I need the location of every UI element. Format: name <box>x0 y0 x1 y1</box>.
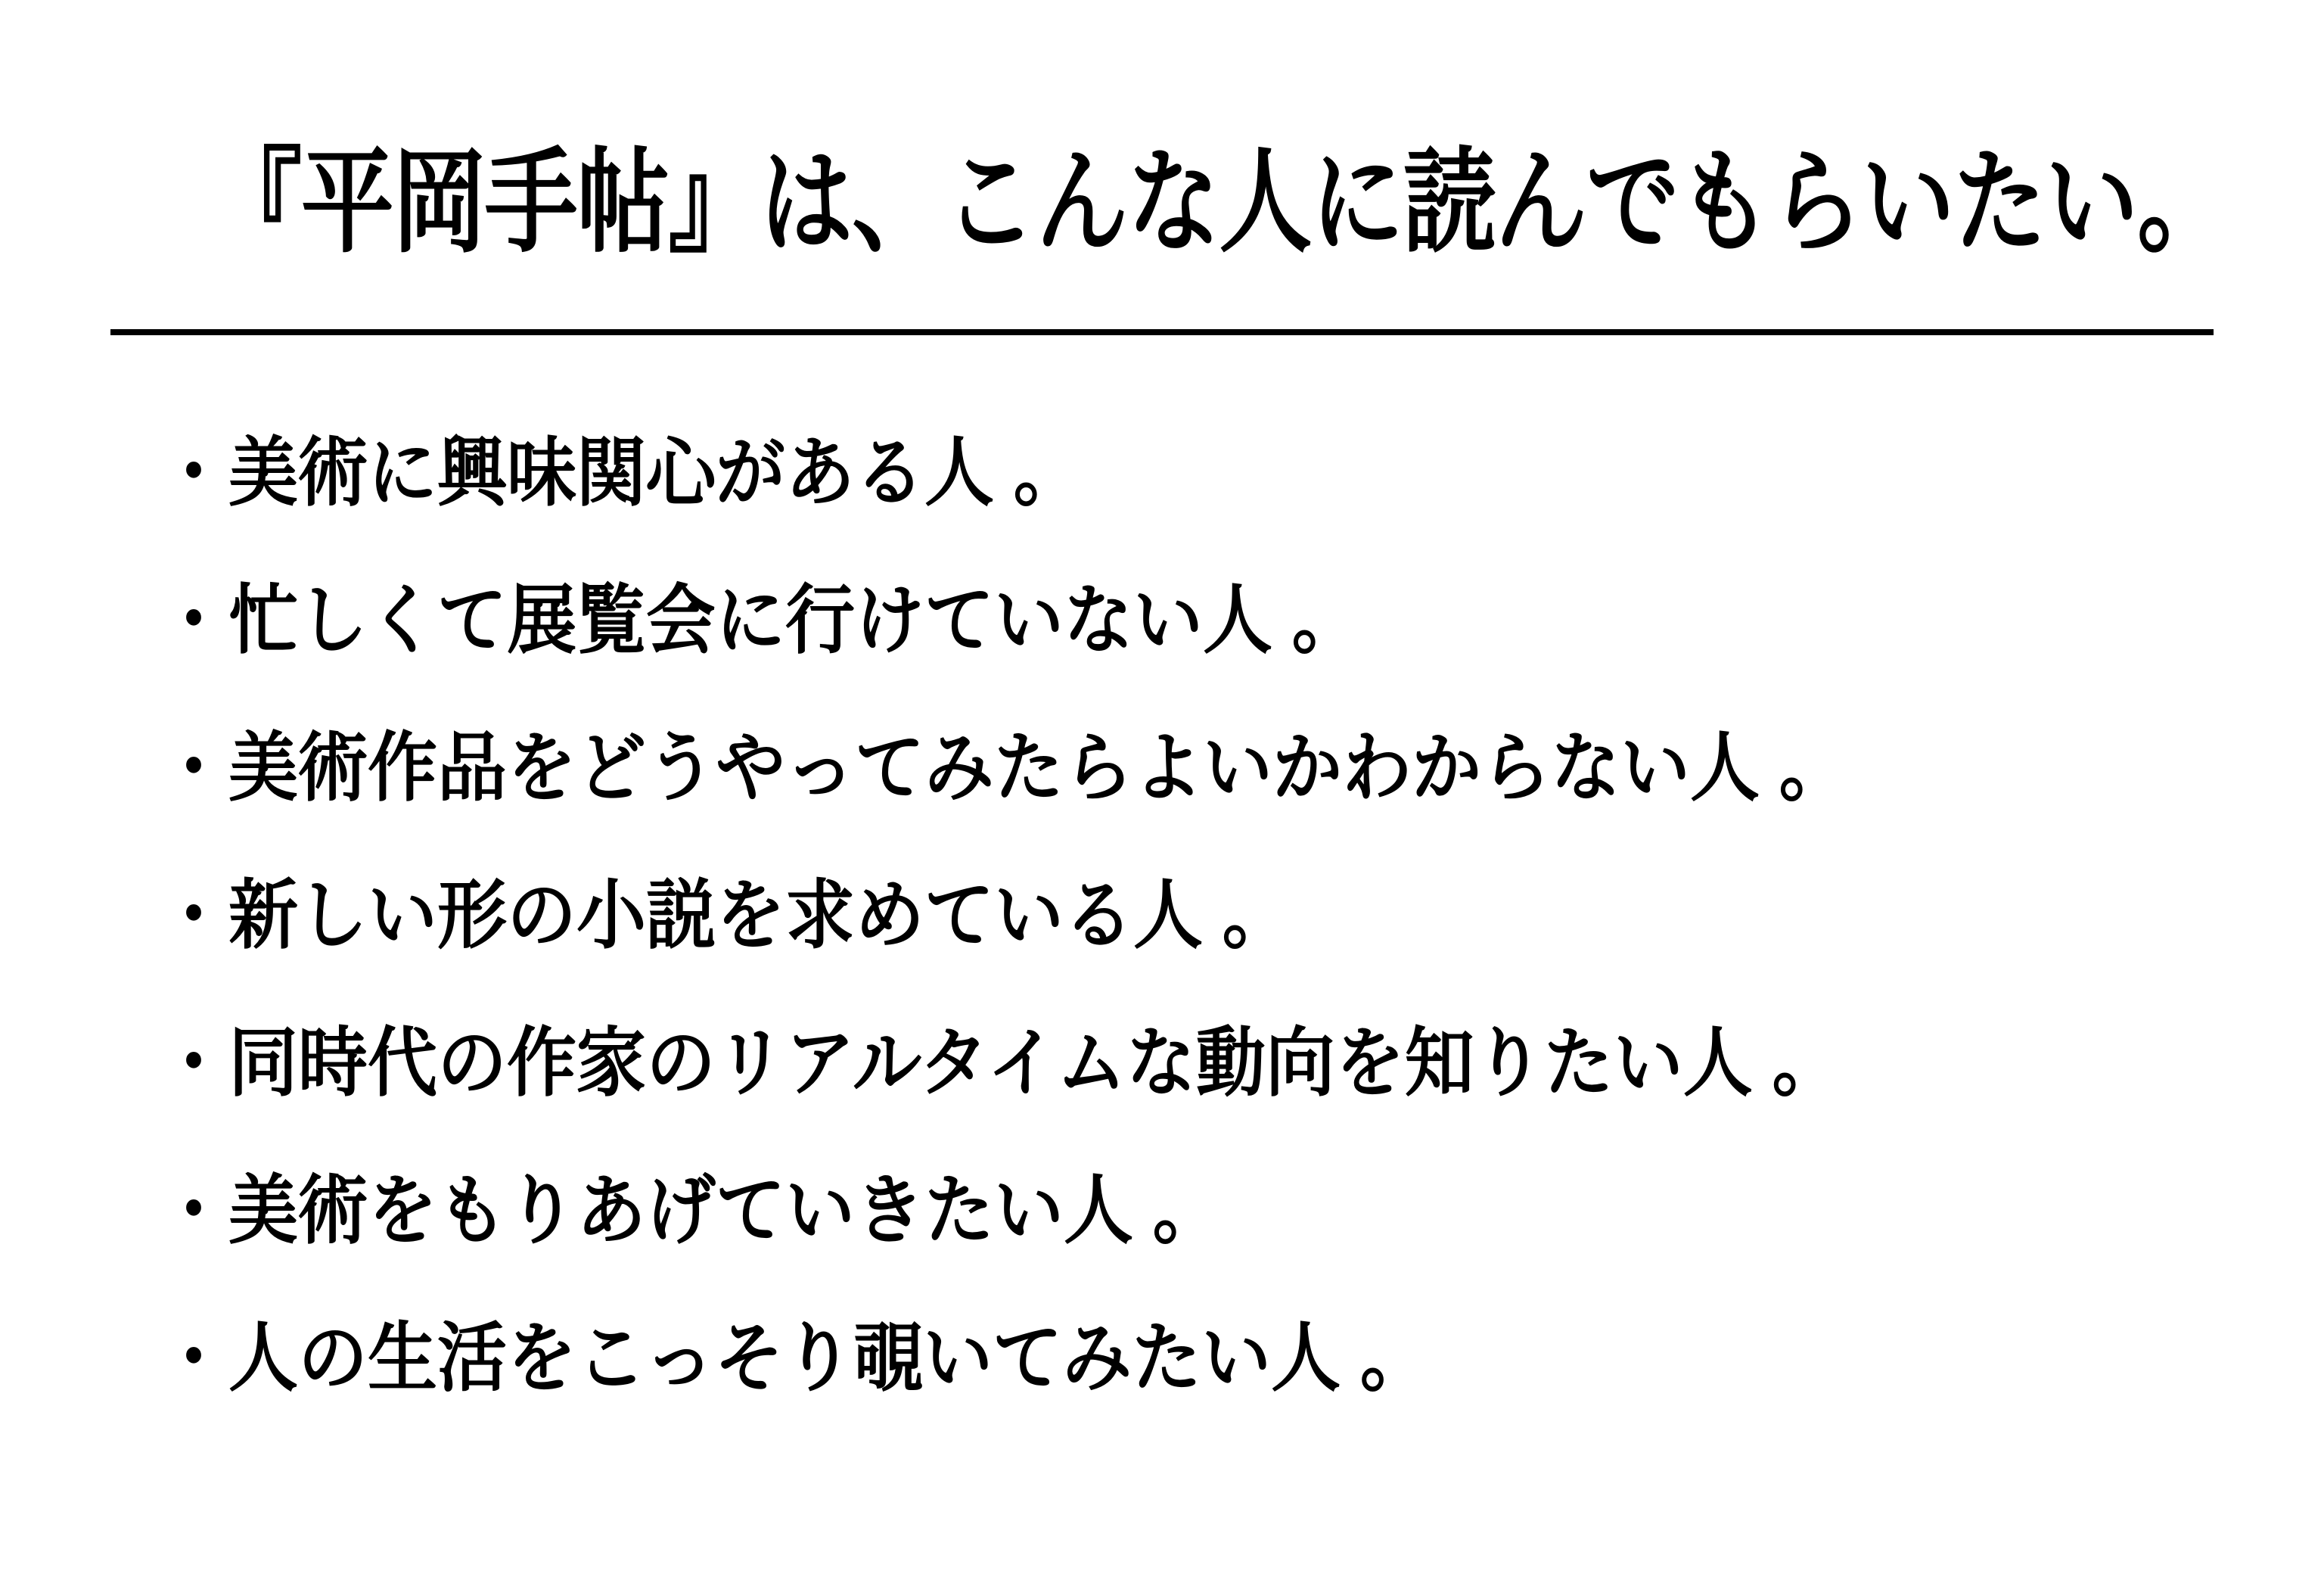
list-item <box>159 695 2151 842</box>
bullet-dot: ・ <box>159 431 228 515</box>
list-item <box>159 1285 2151 1432</box>
list-item <box>159 842 2151 990</box>
bullet-text: 人の生活をこっそり覗いてみたい人 。 <box>228 1316 1430 1401</box>
bullet-dot: ・ <box>159 578 228 663</box>
list-item <box>159 990 2151 1137</box>
bullet-dot: ・ <box>159 726 228 810</box>
title-underline <box>110 329 2214 335</box>
bullet-text: 美術に興味関心がある人 。 <box>228 431 1083 515</box>
bullet-dot: ・ <box>159 1316 228 1401</box>
list-item <box>159 1137 2151 1285</box>
bullet-dot: ・ <box>159 1021 228 1106</box>
bullet-dot: ・ <box>159 873 228 958</box>
bullet-text: 美術作品をどうやってみたらよいかわからない人 。 <box>228 726 1849 810</box>
list-item <box>159 547 2151 695</box>
bullet-text: 美術をもりあげていきたい人 。 <box>228 1168 1223 1253</box>
bullet-text: 新しい形の小説を求めている人 。 <box>228 873 1292 958</box>
slide-title: 『平岡手帖』は、こんな人に読んでもらいたい。 <box>209 138 2229 266</box>
bullet-text: 忙しくて展覧会に行けていない人 。 <box>228 578 1362 663</box>
list-item <box>159 400 2151 547</box>
bullet-dot: ・ <box>159 1168 228 1253</box>
bullet-text: 同時代の作家のリアルタイムな動向を知りたい人 。 <box>228 1021 1842 1106</box>
bullet-list <box>0 400 2324 1432</box>
